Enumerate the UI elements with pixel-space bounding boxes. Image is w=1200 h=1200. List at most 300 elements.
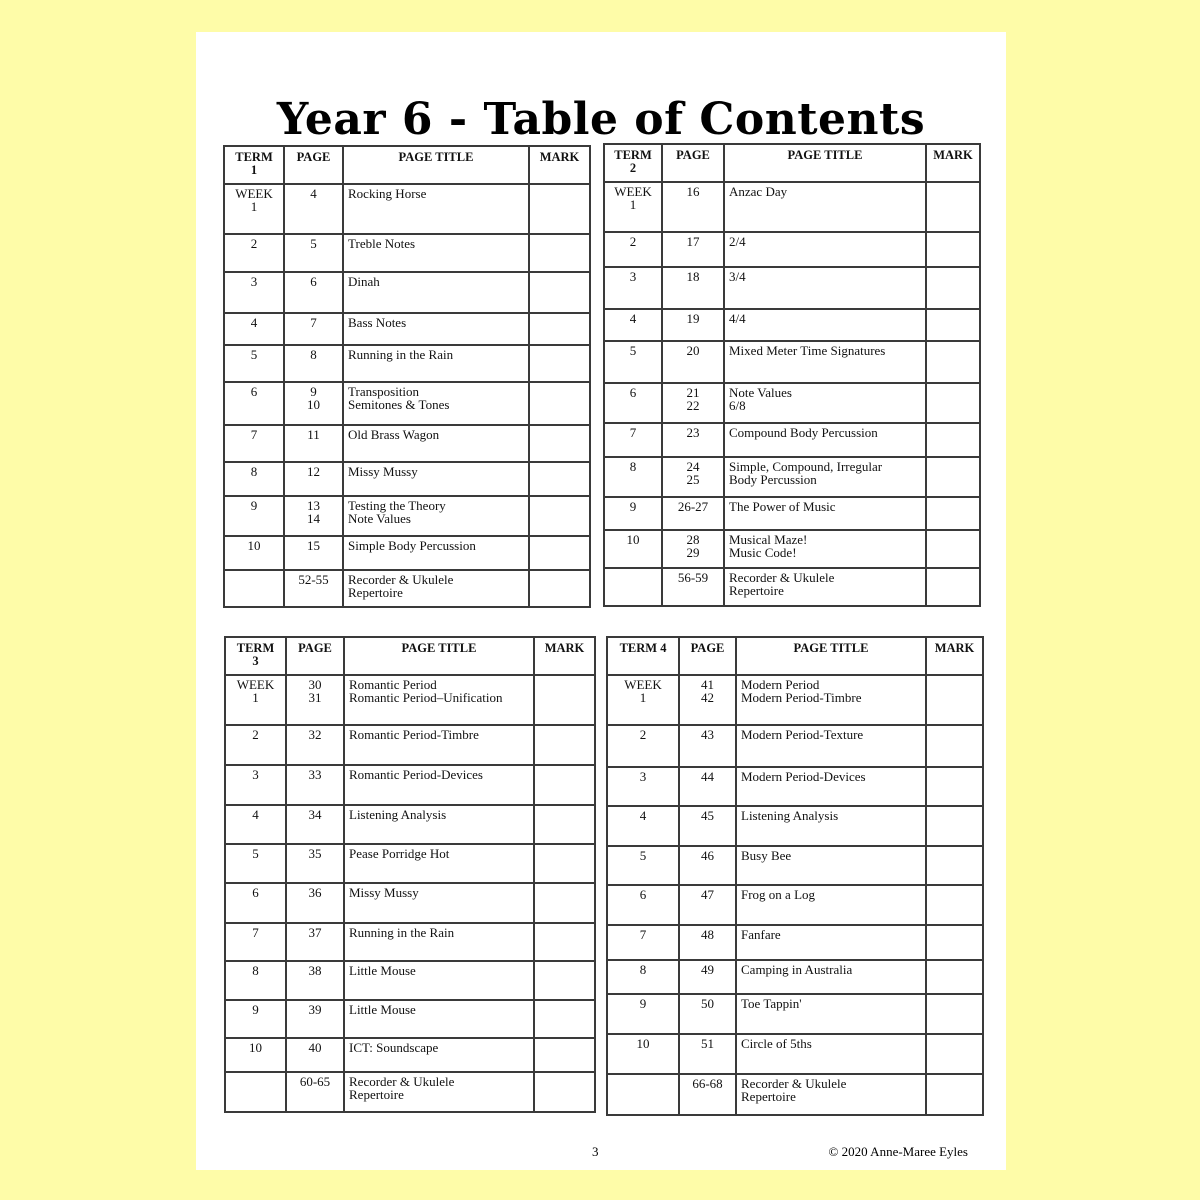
cell-line: 14: [307, 511, 320, 526]
mark-cell[interactable]: [926, 846, 983, 885]
cell-line: 56-59: [677, 570, 709, 585]
cell-line: 3: [252, 767, 259, 782]
cell-line: 1: [629, 197, 637, 212]
week-cell: [604, 309, 662, 341]
table-row: [225, 883, 595, 923]
page-number-cell: [679, 767, 736, 806]
page-number-cell: [284, 570, 343, 607]
cell-line: 6: [250, 384, 258, 399]
page-number-cell: [286, 1072, 344, 1112]
page-number-cell: [679, 1074, 736, 1115]
cell-line: 45: [701, 808, 714, 823]
cell-line: 2: [250, 236, 258, 251]
mark-column-header: MARK: [926, 637, 983, 675]
cell-line: 50: [701, 996, 714, 1011]
cell-line: 8: [310, 347, 317, 362]
cell-line: 3/4: [729, 269, 746, 284]
cell-line: Pease Porridge Hot: [349, 846, 450, 861]
cell-line: Recorder & Ukulele: [349, 1074, 455, 1089]
mark-cell[interactable]: [926, 806, 983, 846]
cell-line: 4: [252, 807, 259, 822]
cell-line: Romantic Period-Devices: [349, 767, 483, 782]
week-cell: [607, 767, 679, 806]
mark-cell[interactable]: [529, 345, 590, 382]
page-title-cell: [736, 806, 926, 846]
cell-line: 49: [701, 962, 714, 977]
page-title-cell: [343, 234, 529, 272]
page-title-cell: [724, 341, 926, 383]
page-number: 3: [592, 1144, 599, 1159]
cell-line: 16: [686, 184, 700, 199]
mark-cell[interactable]: [926, 309, 980, 341]
mark-cell[interactable]: [926, 994, 983, 1034]
table-row: [604, 182, 980, 232]
page-title-cell: [344, 883, 534, 923]
page-title-cell: [344, 1038, 534, 1072]
cell-line: Note Values: [348, 511, 411, 526]
cell-line: Missy Mussy: [348, 464, 418, 479]
table-row: [607, 994, 983, 1034]
mark-cell[interactable]: [926, 1074, 983, 1115]
page-number-cell: [286, 725, 344, 765]
page-title-cell: [724, 497, 926, 530]
week-cell: [224, 425, 284, 462]
table-row: [607, 675, 983, 725]
page-number-cell: [662, 568, 724, 606]
page-number-cell: [286, 883, 344, 923]
page-title-cell: [724, 232, 926, 267]
mark-cell[interactable]: [926, 383, 980, 423]
cell-line: 8: [629, 459, 637, 474]
cell-line: 39: [308, 1002, 322, 1017]
page-number-cell: [662, 267, 724, 309]
cell-line: TERM: [236, 641, 275, 655]
cell-line: 1: [252, 690, 259, 705]
cell-line: 33: [308, 767, 322, 782]
cell-line: 9: [639, 996, 647, 1011]
table-row: [604, 457, 980, 497]
page-title-cell: [344, 805, 534, 844]
term-header: [224, 146, 284, 184]
mark-cell[interactable]: [926, 725, 983, 767]
cell-line: 10: [307, 397, 320, 412]
mark-cell[interactable]: [534, 805, 595, 844]
table-row: [224, 234, 590, 272]
cell-line: 9: [310, 384, 317, 399]
table-row: [225, 805, 595, 844]
page-number-cell: [679, 925, 736, 960]
page-title-cell: [344, 725, 534, 765]
cell-line: 19: [686, 311, 700, 326]
mark-cell[interactable]: [534, 1000, 595, 1038]
page-number-cell: [662, 309, 724, 341]
cell-line: Music Code!: [729, 545, 797, 560]
mark-cell[interactable]: [926, 568, 980, 606]
page-title-cell: [343, 570, 529, 607]
cell-line: Camping in Australia: [741, 962, 853, 977]
cell-line: Rocking Horse: [348, 186, 427, 201]
week-cell: [604, 341, 662, 383]
table-row: [604, 568, 980, 606]
page-number-cell: [286, 675, 344, 725]
mark-cell[interactable]: [926, 423, 980, 457]
page-column-header: PAGE: [284, 146, 343, 184]
mark-cell[interactable]: [926, 1034, 983, 1074]
page-title-cell: [724, 383, 926, 423]
table-row: [604, 232, 980, 267]
cell-line: 8: [250, 464, 258, 479]
cell-line: Modern Period-Texture: [741, 727, 864, 742]
week-cell: [604, 232, 662, 267]
cell-line: 29: [686, 545, 700, 560]
mark-cell[interactable]: [926, 530, 980, 568]
page-title-cell: [344, 675, 534, 725]
table-row: [607, 806, 983, 846]
cell-line: TERM: [614, 148, 652, 162]
cell-line: 5: [250, 347, 258, 362]
week-cell: [225, 725, 286, 765]
page-number-cell: [286, 923, 344, 961]
week-cell: [225, 675, 286, 725]
table-row: [607, 725, 983, 767]
page-number-cell: [284, 272, 343, 313]
week-cell: [604, 383, 662, 423]
cell-line: 6: [629, 385, 637, 400]
cell-line: 6: [639, 887, 647, 902]
mark-cell[interactable]: [534, 1038, 595, 1072]
page-title-cell: [344, 844, 534, 883]
mark-cell[interactable]: [529, 425, 590, 462]
page-number-cell: [679, 846, 736, 885]
cell-line: 5: [639, 848, 647, 863]
page-title: Year 6 - Table of Contents: [276, 94, 926, 145]
cell-line: 21: [686, 385, 700, 400]
mark-cell[interactable]: [926, 885, 983, 925]
week-cell: [225, 883, 286, 923]
page-number-cell: [679, 1034, 736, 1074]
cell-line: 11: [307, 427, 320, 442]
cell-line: 66-68: [692, 1076, 723, 1091]
page-title-cell: [736, 1074, 926, 1115]
cell-line: 48: [701, 927, 714, 942]
cell-line: 6: [310, 274, 317, 289]
week-cell: [225, 1038, 286, 1072]
cell-line: 25: [686, 472, 700, 487]
page-number-cell: [679, 725, 736, 767]
term-header: [607, 637, 679, 675]
page-number-cell: [662, 497, 724, 530]
week-cell: [224, 382, 284, 425]
page-number-cell: [662, 232, 724, 267]
cell-line: Body Percussion: [729, 472, 817, 487]
week-cell: [224, 462, 284, 496]
week-cell: [607, 1074, 679, 1115]
page-title-cell: [343, 272, 529, 313]
mark-cell[interactable]: [926, 497, 980, 530]
page-column-header: PAGE: [679, 637, 736, 675]
page-title-cell: [736, 885, 926, 925]
mark-cell[interactable]: [529, 536, 590, 570]
page-number-cell: [662, 383, 724, 423]
mark-cell[interactable]: [926, 925, 983, 960]
cell-line: Romantic Period: [349, 677, 437, 692]
term-4-table: [606, 636, 984, 1116]
cell-line: Recorder & Ukulele: [348, 572, 454, 587]
cell-line: 3: [629, 269, 637, 284]
mark-cell[interactable]: [529, 382, 590, 425]
page-title-cell: [343, 313, 529, 345]
mark-cell[interactable]: [529, 570, 590, 607]
page-number-cell: [286, 961, 344, 1000]
page-number-cell: [286, 805, 344, 844]
week-cell: [225, 844, 286, 883]
cell-line: 35: [308, 846, 322, 861]
page-title-cell: [344, 1072, 534, 1112]
table-row: [607, 925, 983, 960]
cell-line: Anzac Day: [729, 184, 788, 199]
mark-cell[interactable]: [534, 883, 595, 923]
week-cell: [224, 345, 284, 382]
mark-cell[interactable]: [926, 675, 983, 725]
cell-line: 9: [252, 1002, 259, 1017]
cell-line: 38: [308, 963, 322, 978]
cell-line: 7: [252, 925, 259, 940]
page-number-cell: [284, 496, 343, 536]
cell-line: 4: [629, 311, 637, 326]
cell-line: 8: [252, 963, 259, 978]
cell-line: WEEK: [614, 184, 652, 199]
cell-line: 6: [252, 885, 259, 900]
mark-cell[interactable]: [534, 844, 595, 883]
cell-line: 7: [629, 425, 637, 440]
table-row: [224, 313, 590, 345]
cell-line: Romantic Period-Timbre: [349, 727, 479, 742]
week-cell: [607, 846, 679, 885]
cell-line: Old Brass Wagon: [348, 427, 440, 442]
cell-line: The Power of Music: [729, 499, 836, 514]
page-title-cell: [343, 536, 529, 570]
cell-line: 47: [701, 887, 714, 902]
table-row: [607, 960, 983, 994]
mark-column-header: MARK: [529, 146, 590, 184]
cell-line: 10: [249, 1040, 262, 1055]
cell-line: 60-65: [299, 1074, 331, 1089]
cell-line: Circle of 5ths: [741, 1036, 812, 1051]
page-number-cell: [284, 536, 343, 570]
week-cell: [607, 925, 679, 960]
cell-line: TERM 4: [619, 641, 667, 655]
cell-line: 51: [701, 1036, 714, 1051]
term-header: [604, 144, 662, 182]
cell-line: Transposition: [348, 384, 420, 399]
cell-line: 12: [307, 464, 320, 479]
mark-cell[interactable]: [926, 767, 983, 806]
mark-cell[interactable]: [926, 457, 980, 497]
week-cell: [604, 423, 662, 457]
week-cell: [604, 530, 662, 568]
mark-cell[interactable]: [926, 232, 980, 267]
cell-line: 18: [686, 269, 700, 284]
page-title-cell: [343, 184, 529, 234]
cell-line: 7: [639, 927, 647, 942]
table-row: [225, 1038, 595, 1072]
page-number-cell: [662, 530, 724, 568]
table-row: [224, 345, 590, 382]
table-row: [225, 1072, 595, 1112]
table-row: [224, 425, 590, 462]
page-number-cell: [286, 1038, 344, 1072]
mark-column-header: MARK: [534, 637, 595, 675]
week-cell: [225, 765, 286, 805]
week-cell: [225, 805, 286, 844]
mark-cell[interactable]: [529, 496, 590, 536]
table-row: [224, 382, 590, 425]
page-title-cell: [724, 530, 926, 568]
cell-line: Modern Period-Devices: [741, 769, 866, 784]
cell-line: Repertoire: [729, 583, 784, 598]
cell-line: 52-55: [298, 572, 329, 587]
mark-cell[interactable]: [926, 182, 980, 232]
table-row: [607, 767, 983, 806]
table-row: [607, 885, 983, 925]
cell-line: WEEK: [235, 186, 273, 201]
mark-cell[interactable]: [529, 272, 590, 313]
week-cell: [607, 675, 679, 725]
cell-line: 10: [636, 1036, 650, 1051]
cell-line: Listening Analysis: [349, 807, 447, 822]
page-number-cell: [679, 675, 736, 725]
cell-line: 28: [686, 532, 700, 547]
table-row: [225, 923, 595, 961]
cell-line: TERM: [235, 150, 273, 164]
page-number-cell: [284, 462, 343, 496]
page-number-cell: [679, 806, 736, 846]
week-cell: [224, 570, 284, 607]
page-title-cell: [344, 923, 534, 961]
mark-cell[interactable]: [926, 960, 983, 994]
mark-cell[interactable]: [926, 341, 980, 383]
cell-line: 2: [639, 727, 647, 742]
table-row: [225, 725, 595, 765]
cell-line: 2/4: [729, 234, 746, 249]
week-cell: [224, 496, 284, 536]
page-number-cell: [662, 341, 724, 383]
copyright-notice: © 2020 Anne-Maree Eyles: [828, 1144, 968, 1159]
mark-column-header: MARK: [926, 144, 980, 182]
cell-line: 42: [701, 690, 714, 705]
week-cell: [224, 536, 284, 570]
cell-line: 1: [639, 690, 647, 705]
cell-line: 22: [686, 398, 700, 413]
mark-cell[interactable]: [529, 313, 590, 345]
week-cell: [224, 272, 284, 313]
page-title-cell: [724, 423, 926, 457]
cell-line: 4: [639, 808, 647, 823]
page-title-column-header: PAGE TITLE: [344, 637, 534, 675]
cell-line: 4: [310, 186, 317, 201]
page-number-cell: [284, 382, 343, 425]
week-cell: [225, 961, 286, 1000]
table-row: [604, 309, 980, 341]
mark-cell[interactable]: [534, 961, 595, 1000]
page-title-cell: [724, 182, 926, 232]
cell-line: 5: [252, 846, 259, 861]
cell-line: 36: [308, 885, 322, 900]
week-cell: [607, 806, 679, 846]
cell-line: 26-27: [677, 499, 709, 514]
cell-line: Simple Body Percussion: [348, 538, 476, 553]
cell-line: Dinah: [348, 274, 380, 289]
cell-line: 3: [250, 274, 258, 289]
cell-line: 10: [626, 532, 640, 547]
week-cell: [607, 994, 679, 1034]
mark-cell[interactable]: [534, 923, 595, 961]
cell-line: Little Mouse: [349, 963, 416, 978]
cell-line: Treble Notes: [348, 236, 416, 251]
mark-cell[interactable]: [926, 267, 980, 309]
week-cell: [225, 923, 286, 961]
cell-line: 34: [308, 807, 322, 822]
table-row: [604, 423, 980, 457]
cell-line: Musical Maze!: [729, 532, 808, 547]
week-cell: [607, 725, 679, 767]
mark-cell[interactable]: [534, 675, 595, 725]
week-cell: [604, 568, 662, 606]
cell-line: 31: [308, 690, 322, 705]
cell-line: Semitones & Tones: [348, 397, 450, 412]
page-title-cell: [736, 994, 926, 1034]
page-title-cell: [343, 382, 529, 425]
mark-cell[interactable]: [534, 1072, 595, 1112]
cell-line: Recorder & Ukulele: [729, 570, 835, 585]
cell-line: 1: [250, 199, 258, 214]
page-title-cell: [344, 961, 534, 1000]
term-3-table: [224, 636, 596, 1113]
cell-line: Note Values: [729, 385, 792, 400]
week-cell: [604, 457, 662, 497]
mark-cell[interactable]: [529, 462, 590, 496]
mark-cell[interactable]: [534, 725, 595, 765]
cell-line: Repertoire: [348, 585, 403, 600]
page-title-cell: [343, 462, 529, 496]
table-row: [607, 846, 983, 885]
cell-line: 46: [701, 848, 714, 863]
cell-line: WEEK: [236, 677, 275, 692]
page-title-cell: [736, 960, 926, 994]
table-row: [224, 570, 590, 607]
page-number-cell: [286, 765, 344, 805]
cell-line: 4: [250, 315, 258, 330]
page-title-column-header: PAGE TITLE: [724, 144, 926, 182]
mark-cell[interactable]: [529, 184, 590, 234]
cell-line: Simple, Compound, Irregular: [729, 459, 883, 474]
mark-cell[interactable]: [529, 234, 590, 272]
page-number-cell: [284, 184, 343, 234]
cell-line: ICT: Soundscape: [349, 1040, 439, 1055]
worksheet-page: [196, 32, 1006, 1170]
page-title-cell: [343, 425, 529, 462]
page-column-header: PAGE: [662, 144, 724, 182]
table-row: [225, 765, 595, 805]
cell-line: Mixed Meter Time Signatures: [729, 343, 886, 358]
cell-line: 2: [252, 727, 259, 742]
mark-cell[interactable]: [534, 765, 595, 805]
cell-line: Recorder & Ukulele: [741, 1076, 847, 1091]
table-row: [225, 961, 595, 1000]
cell-line: 41: [701, 677, 714, 692]
table-row: [604, 530, 980, 568]
term-1-table: [223, 145, 591, 608]
